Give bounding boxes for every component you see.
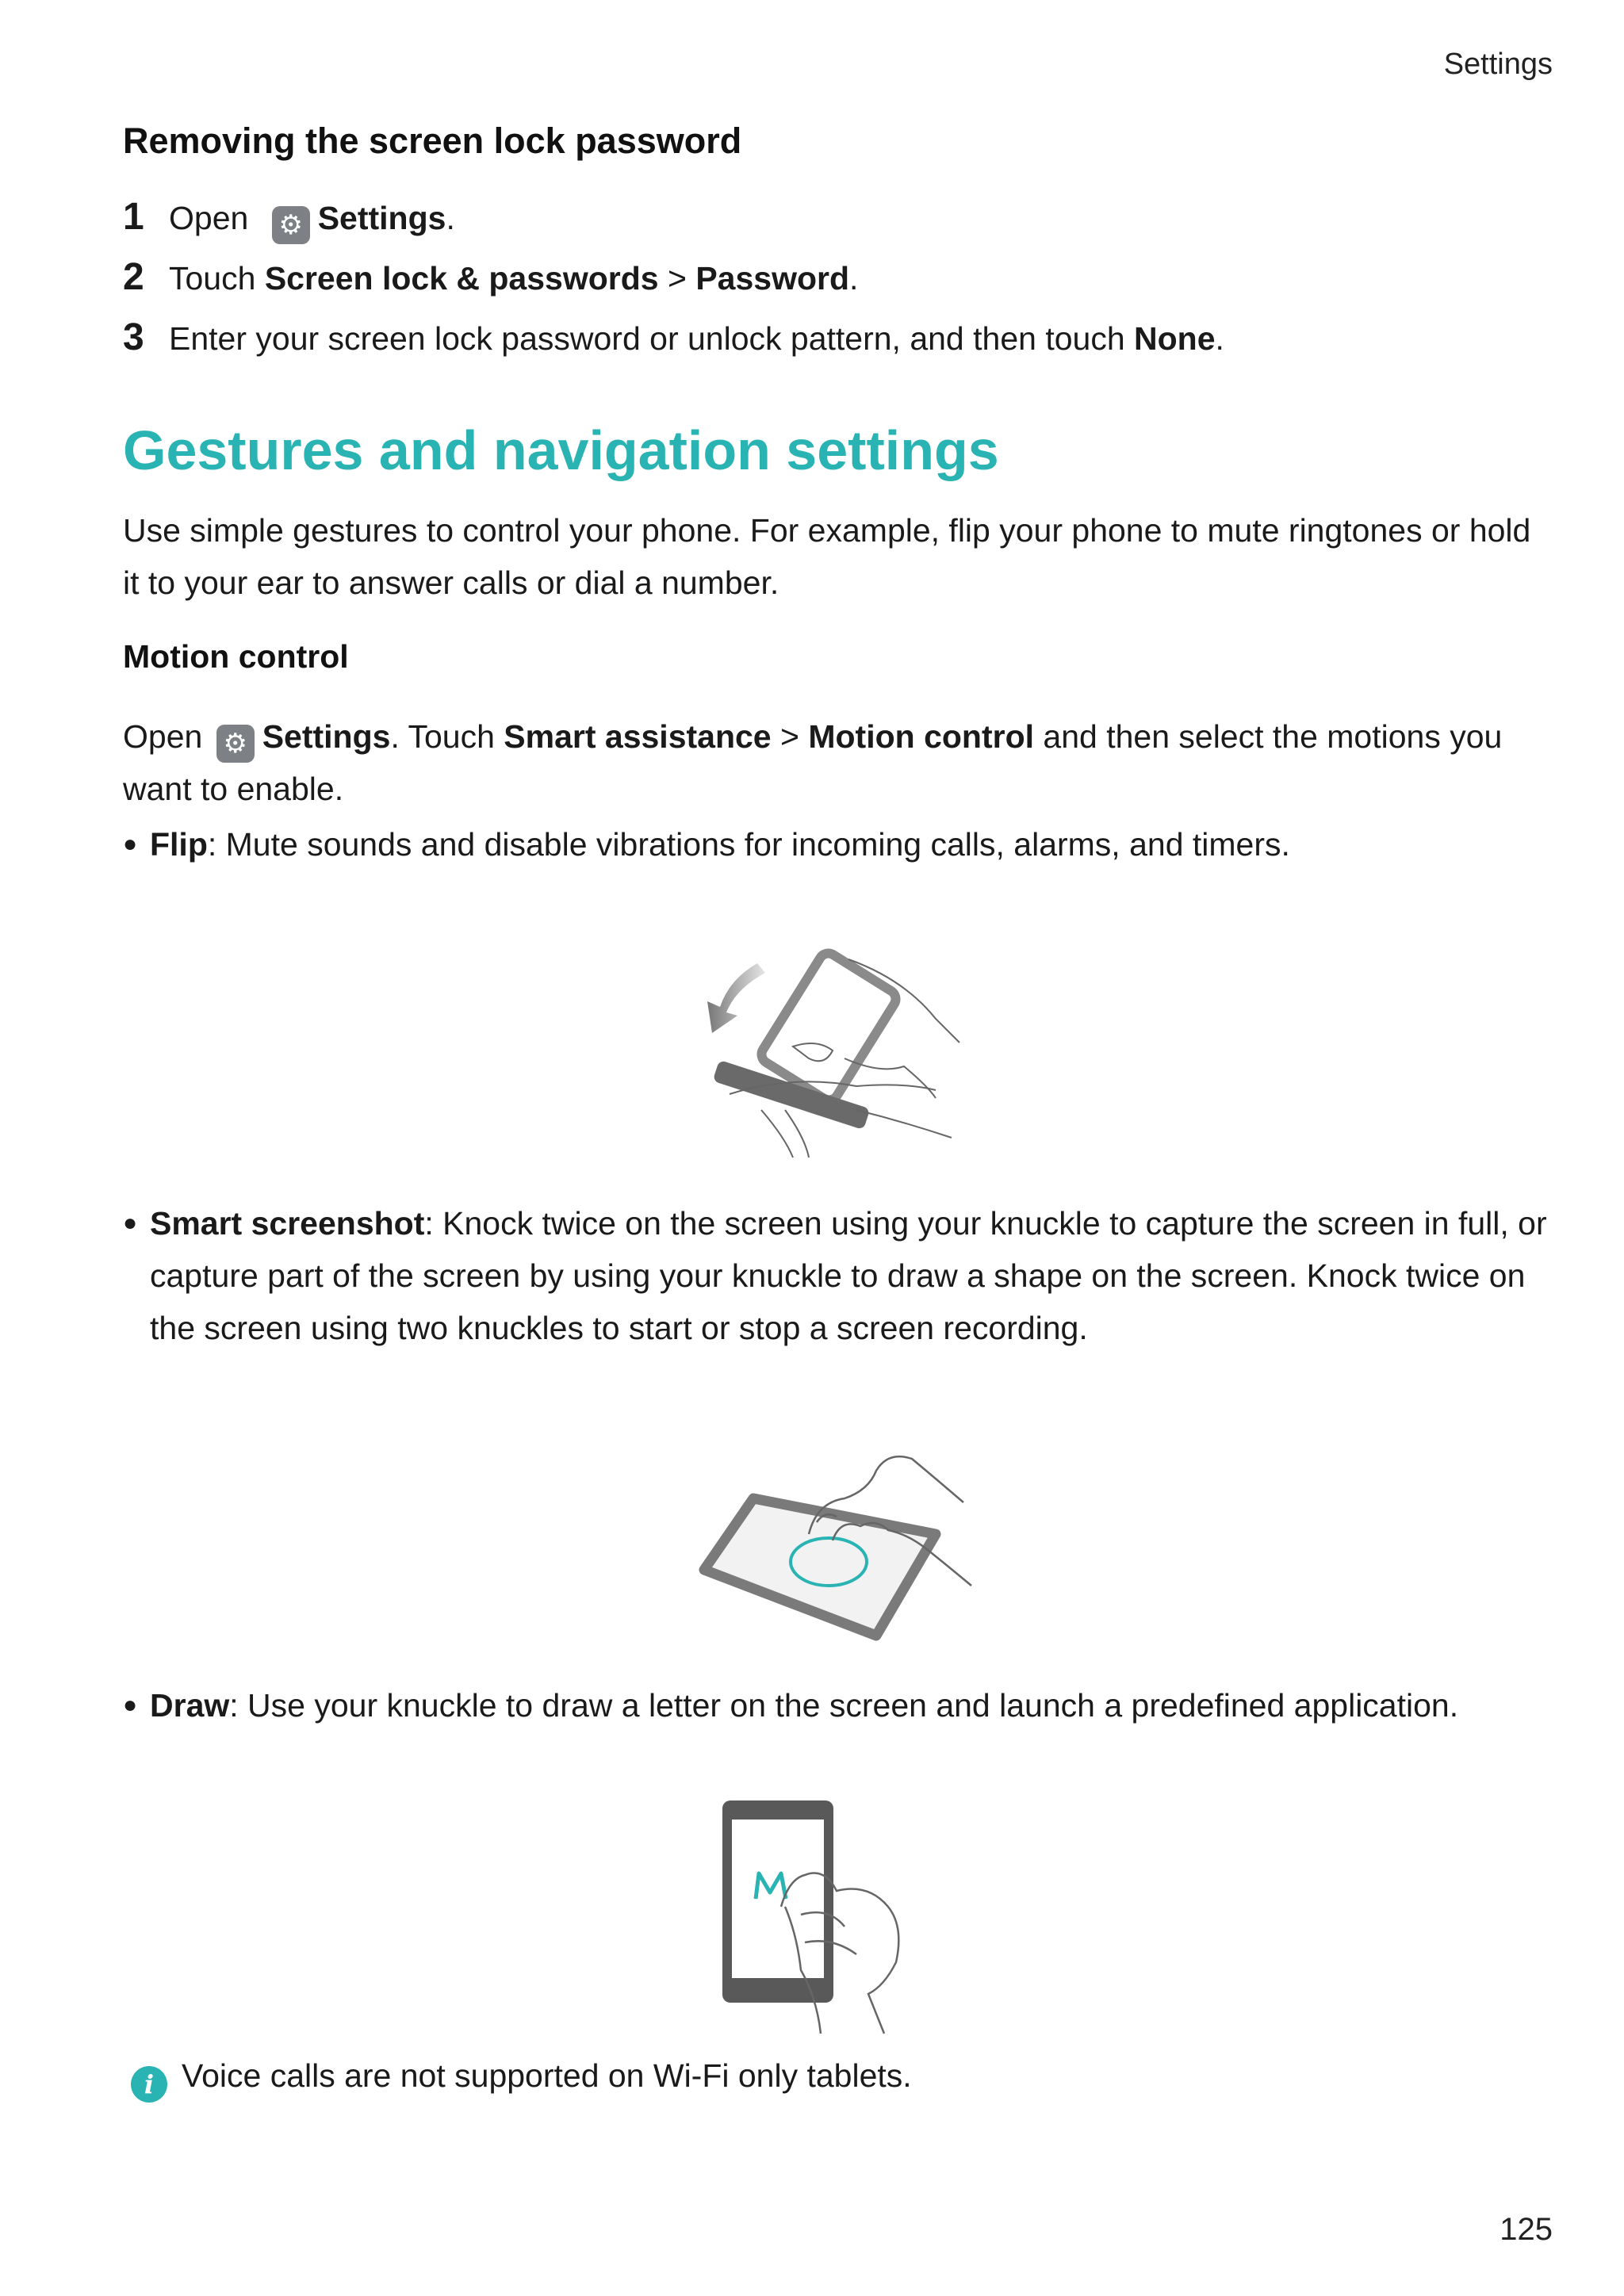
step-bold: Settings <box>317 200 446 236</box>
bullet-text: : Use your knuckle to draw a letter on the screen and launch a predefined application. <box>229 1687 1459 1724</box>
bullet-dot: ● <box>123 1692 138 1718</box>
text: Open <box>123 718 212 755</box>
gear-icon: ⚙ <box>216 725 255 763</box>
step-text: Enter your screen lock password or unlock pattern, and then touch <box>169 320 1135 357</box>
bold-text: Settings <box>262 718 391 755</box>
text: . Touch <box>390 718 504 755</box>
bullet-term: Draw <box>150 1687 230 1724</box>
running-header: Settings <box>1443 48 1553 81</box>
motion-instructions <box>123 710 1550 815</box>
gestures-intro: Use simple gestures to control your phone. For example, flip your phone to mute ringtones or hold it to your ear to answer calls or dial a number. <box>123 512 1531 601</box>
step-number: 3 <box>123 316 144 358</box>
note <box>131 2057 912 2103</box>
bullet-dot: ● <box>123 1210 138 1236</box>
draw-illustration <box>718 1796 916 2038</box>
bullet-term: Smart screenshot <box>150 1205 425 1242</box>
step-text: > <box>658 260 696 297</box>
bold-text: Smart assistance <box>504 718 772 755</box>
step-text: . <box>446 200 455 236</box>
step-bold: None <box>1134 320 1216 357</box>
step-bold: Password <box>695 260 850 297</box>
bold-text: Motion control <box>808 718 1035 755</box>
subsection-title-motion: Motion control <box>123 638 349 675</box>
page-number: 125 <box>1500 2212 1553 2247</box>
text: and then select the motions you want to enable. <box>123 718 1503 807</box>
bullet-smart-screenshot <box>123 1197 1561 1354</box>
step-number: 1 <box>123 196 144 238</box>
bullet-text: : Knock twice on the screen using your knuckle to capture the screen in full, or capture part of the screen by using your knuckle to draw a shape on the screen. Knock twice on the screen using two knuckles to start or stop a screen recording. <box>150 1205 1547 1346</box>
step-number: 2 <box>123 256 144 298</box>
bullet-draw <box>123 1679 1561 1732</box>
step-text: Touch <box>169 260 265 297</box>
step-text: Open <box>169 200 258 236</box>
step-bold: Screen lock & passwords <box>264 260 659 297</box>
bullet-text: : Mute sounds and disable vibrations for incoming calls, alarms, and timers. <box>207 826 1290 863</box>
step-1 <box>123 195 455 244</box>
note-text: Voice calls are not supported on Wi-Fi only tablets. <box>182 2057 912 2094</box>
step-text: . <box>849 260 859 297</box>
gear-icon: ⚙ <box>272 206 310 244</box>
bullet-term: Flip <box>150 826 208 863</box>
section-title-gestures: Gestures and navigation settings <box>123 419 999 481</box>
smart-screenshot-illustration <box>698 1447 975 1641</box>
section-title-removing: Removing the screen lock password <box>123 121 742 161</box>
bullet-dot: ● <box>123 831 138 857</box>
step-text: . <box>1215 320 1224 357</box>
info-icon: i <box>131 2066 167 2103</box>
step-3 <box>123 316 1224 359</box>
flip-illustration <box>698 947 967 1165</box>
step-2 <box>123 255 858 299</box>
bullet-flip <box>123 818 1561 871</box>
text: > <box>771 718 809 755</box>
